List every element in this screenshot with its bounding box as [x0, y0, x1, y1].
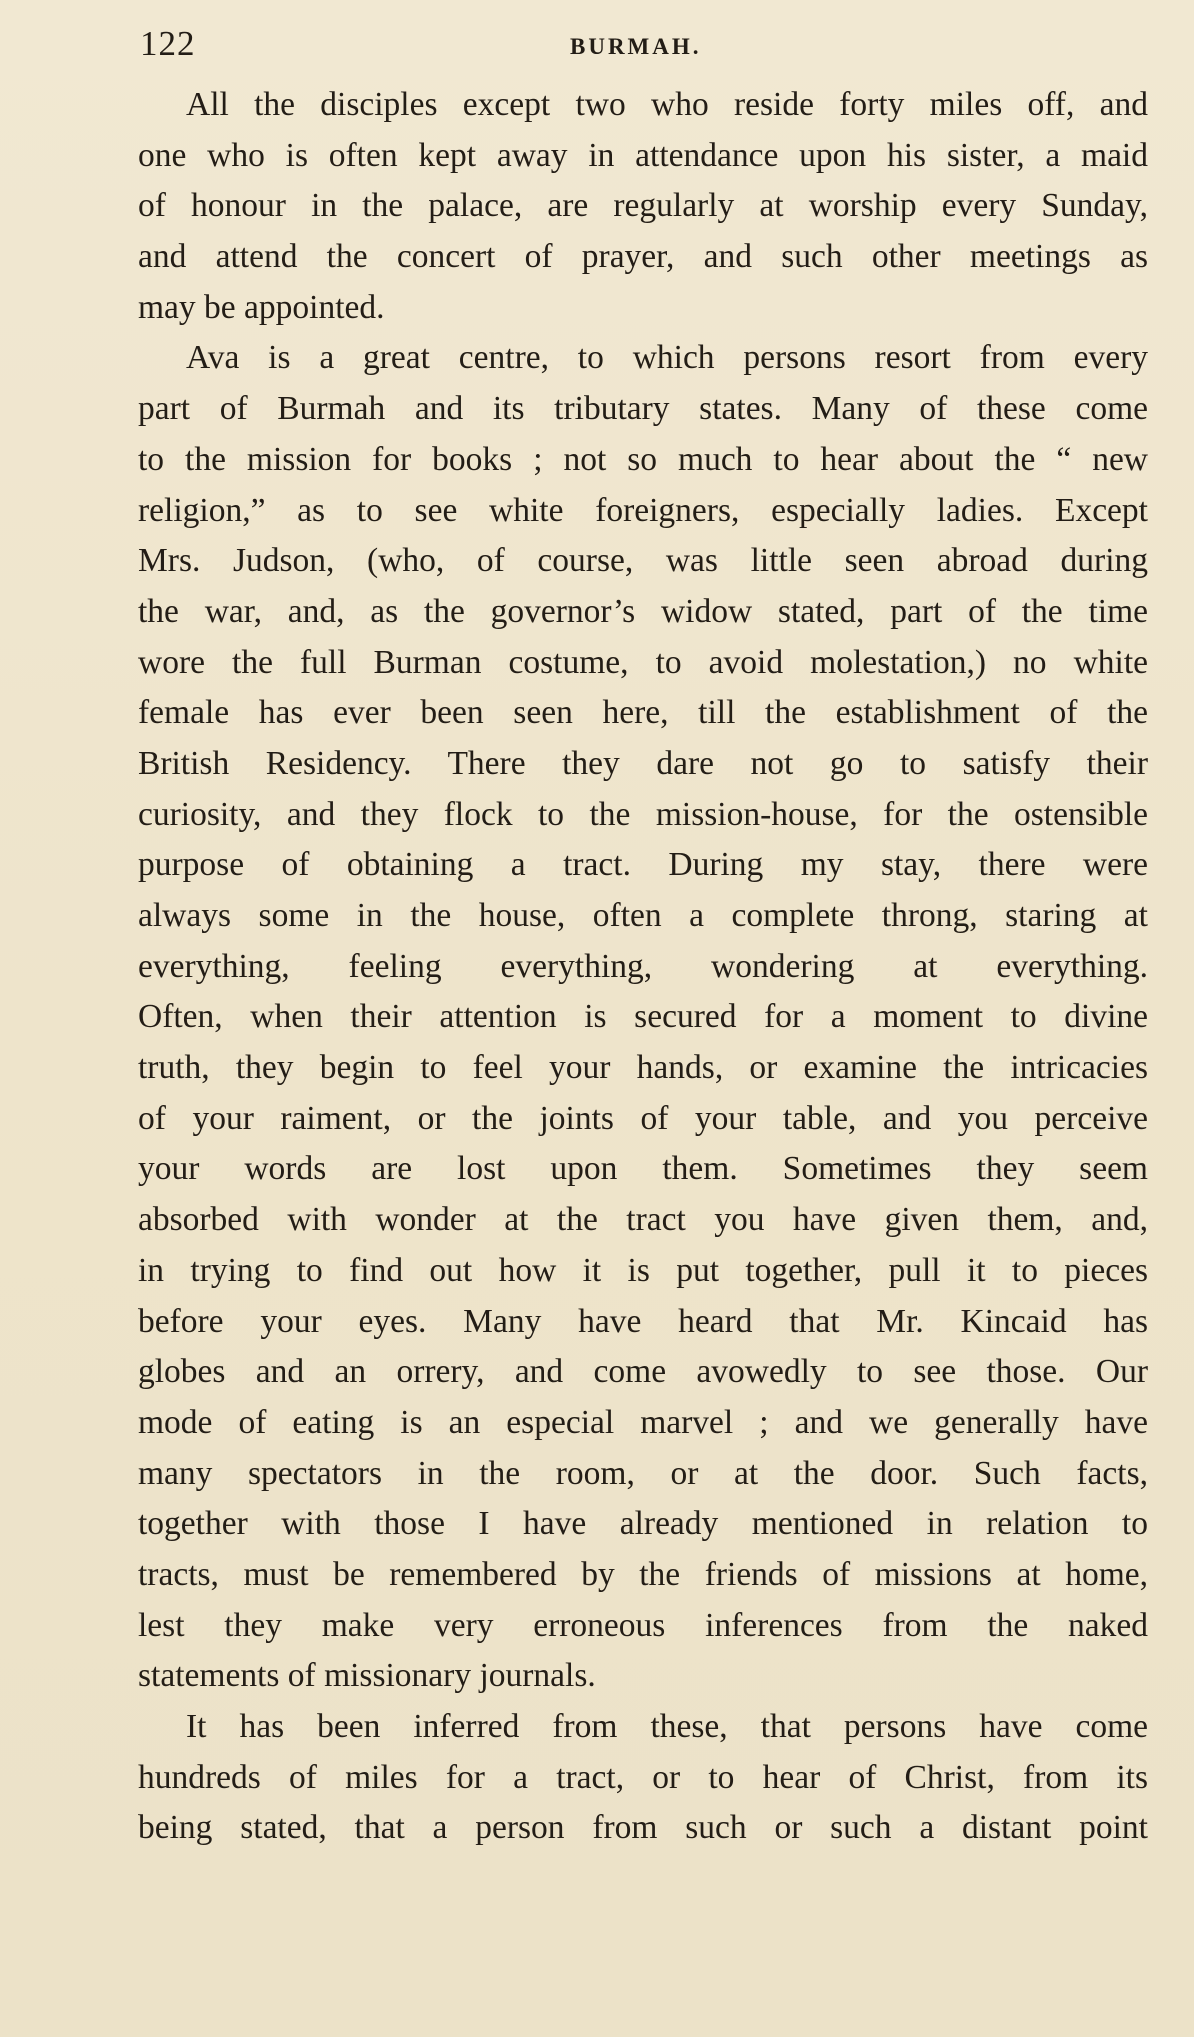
text-line: truth, they begin to feel your hands, or examine the intricacies — [138, 1049, 1148, 1087]
text-line: absorbed with wonder at the tract you have given them, and, — [138, 1201, 1148, 1239]
text-line: Ava is a great centre, to which persons resort from every — [186, 339, 1148, 377]
text-line: female has ever been seen here, till the establishment of the — [138, 694, 1148, 732]
text-line: wore the full Burman costume, to avoid molestation,) no white — [138, 643, 1148, 681]
text-line: tracts, must be remembered by the friends of missions at home, — [138, 1555, 1148, 1593]
text-line: being stated, that a person from such or such a distant point — [138, 1809, 1148, 1847]
text-line: before your eyes. Many have heard that Mr. Kincaid has — [138, 1302, 1148, 1340]
text-line: lest they make very erroneous inferences from the naked — [138, 1606, 1148, 1644]
text-line: hundreds of miles for a tract, or to hear of Christ, from its — [138, 1758, 1148, 1796]
text-line: together with those I have already mentioned in relation to — [138, 1505, 1148, 1543]
text-line: mode of eating is an especial marvel ; and we generally have — [138, 1403, 1148, 1441]
running-head — [140, 24, 1150, 74]
text-line: the war, and, as the governor’s widow stated, part of the time — [138, 592, 1148, 630]
paragraph — [138, 1702, 1148, 1854]
text-line: one who is often kept away in attendance upon his sister, a maid — [138, 136, 1148, 174]
text-line: of your raiment, or the joints of your table, and you perceive — [138, 1099, 1148, 1137]
text-line: many spectators in the room, or at the door. Such facts, — [138, 1454, 1148, 1492]
text-line: religion,” as to see white foreigners, especially ladies. Except — [138, 491, 1148, 529]
text-line: in trying to find out how it is put together, pull it to pieces — [138, 1251, 1148, 1289]
text-line: may be appointed. — [138, 288, 385, 326]
text-line: purpose of obtaining a tract. During my stay, there were — [138, 846, 1148, 884]
page-number: 122 — [140, 24, 196, 63]
text-line: part of Burmah and its tributary states. Many of these come — [138, 390, 1148, 428]
text-line: to the mission for books ; not so much to hear about the “ new — [138, 440, 1148, 478]
text-line: statements of missionary journals. — [138, 1657, 596, 1695]
body-text — [138, 80, 1148, 1854]
text-line: Mrs. Judson, (who, of course, was little seen abroad during — [138, 542, 1148, 580]
text-line: globes and an orrery, and come avowedly to see those. Our — [138, 1353, 1148, 1391]
text-line: Often, when their attention is secured for a moment to divine — [138, 998, 1148, 1036]
text-line: always some in the house, often a complete throng, staring at — [138, 897, 1148, 934]
text-line: It has been inferred from these, that persons have come — [186, 1708, 1148, 1745]
running-title: BURMAH. — [570, 34, 702, 59]
text-line: of honour in the palace, are regularly at worship every Sunday, — [138, 187, 1148, 225]
text-line: everything, feeling everything, wondering at everything. — [138, 947, 1148, 985]
paragraph — [138, 80, 1148, 333]
paragraph — [138, 333, 1148, 1702]
text-line: All the disciples except two who reside forty miles off, and — [186, 86, 1148, 123]
text-line: your words are lost upon them. Sometimes they seem — [138, 1150, 1148, 1188]
text-line: British Residency. There they dare not go to satisfy their — [138, 744, 1148, 782]
text-line: curiosity, and they flock to the mission-house, for the ostensible — [138, 795, 1148, 833]
text-line: and attend the concert of prayer, and such other meetings as — [138, 238, 1148, 276]
